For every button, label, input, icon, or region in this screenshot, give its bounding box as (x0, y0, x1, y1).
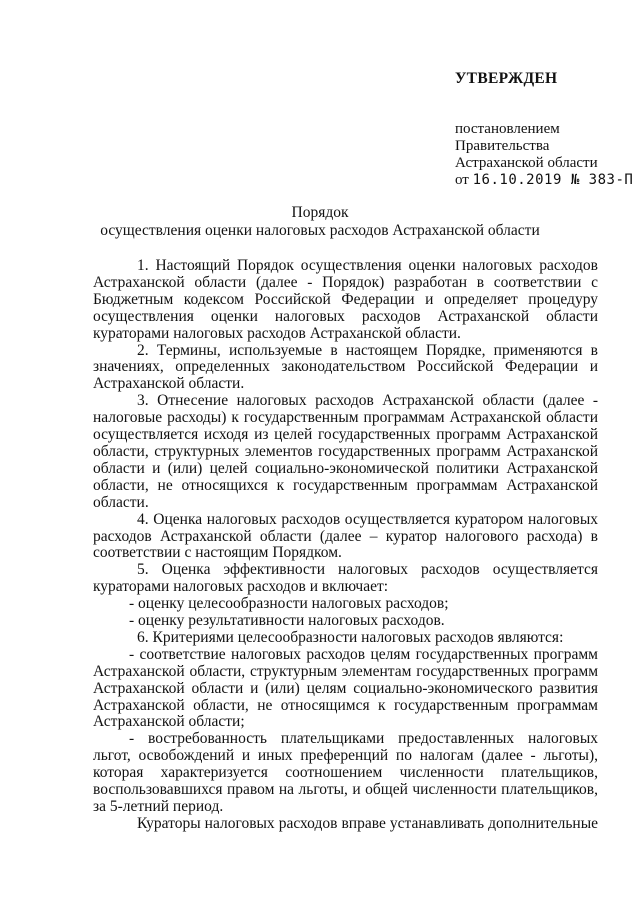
approval-line-resolution: постановлением (455, 121, 560, 137)
paragraph-1: 1. Настоящий Порядок осуществления оценки налоговых расходов Астраханской области (далее - Порядок) разработан в соответствии с Бюджетным кодексом Российской Федерации и определяет процедуру осуществления оценки налоговых расходов Астраханской области кураторами налоговых расходов Астраханской области. (93, 257, 598, 342)
list-item-expediency: - оценку целесообразности налоговых расходов; (129, 595, 449, 613)
paragraph-4: 4. Оценка налоговых расходов осуществляется куратором налоговых расходов Астраханской области (далее – куратор налогового расхода) в соответствии с настоящим Порядком. (93, 510, 598, 562)
approval-date-prefix: от (455, 172, 469, 188)
approval-date-line (455, 172, 635, 189)
approval-date-value: 16.10.2019 № 383-П (472, 172, 634, 188)
paragraph-5: 5. Оценка эффективности налоговых расходов осуществляется кураторами налоговых расходов и включает: (93, 561, 598, 596)
document-body (93, 258, 598, 833)
document-subtitle: осуществления оценки налоговых расходов Астраханской области (100, 222, 540, 239)
paragraph-curators: Кураторы налоговых расходов вправе устанавливать дополнительные (137, 814, 598, 832)
document-title: Порядок (291, 204, 349, 221)
list-item-effectiveness: - оценку результативности налоговых расходов. (129, 612, 445, 630)
approval-block (455, 70, 635, 189)
list-item-demand: - востребованность плательщиками предоставленных налоговых льгот, освобождений и иных преференций по налогам (далее - льготы), которая характеризуется соотношением численности плательщиков, воспользовавшихся правом на льготы, и общей численности плательщиков, за 5-летний период. (93, 730, 598, 815)
approval-heading: УТВЕРЖДЕН (455, 70, 558, 87)
list-item-correspondence: - соответствие налоговых расходов целям государственных программ Астраханской области, структурным элементам государственных программ Астраханской области и (или) целям социально-экономического развития Астраханской области, не относящимся к государственным программам Астраханской области; (93, 645, 598, 731)
paragraph-3: 3. Отнесение налоговых расходов Астраханской области (далее - налоговые расходы) к государственным программам Астраханской области осуществляется исходя из целей государственных программ Астраханской области, структурных элементов государственных программ Астраханской области и (или) целей социально-экономической политики Астраханской области, не относящихся к государственным программам Астраханской области. (93, 392, 598, 511)
approval-line-region: Астраханской области (455, 155, 598, 171)
approval-line-government: Правительства (455, 138, 550, 154)
paragraph-2: 2. Термины, используемые в настоящем Порядке, применяются в значениях, определенных законодательством Российской Федерации и Астраханской области. (93, 341, 598, 393)
paragraph-6: 6. Критериями целесообразности налоговых расходов являются: (137, 628, 564, 646)
